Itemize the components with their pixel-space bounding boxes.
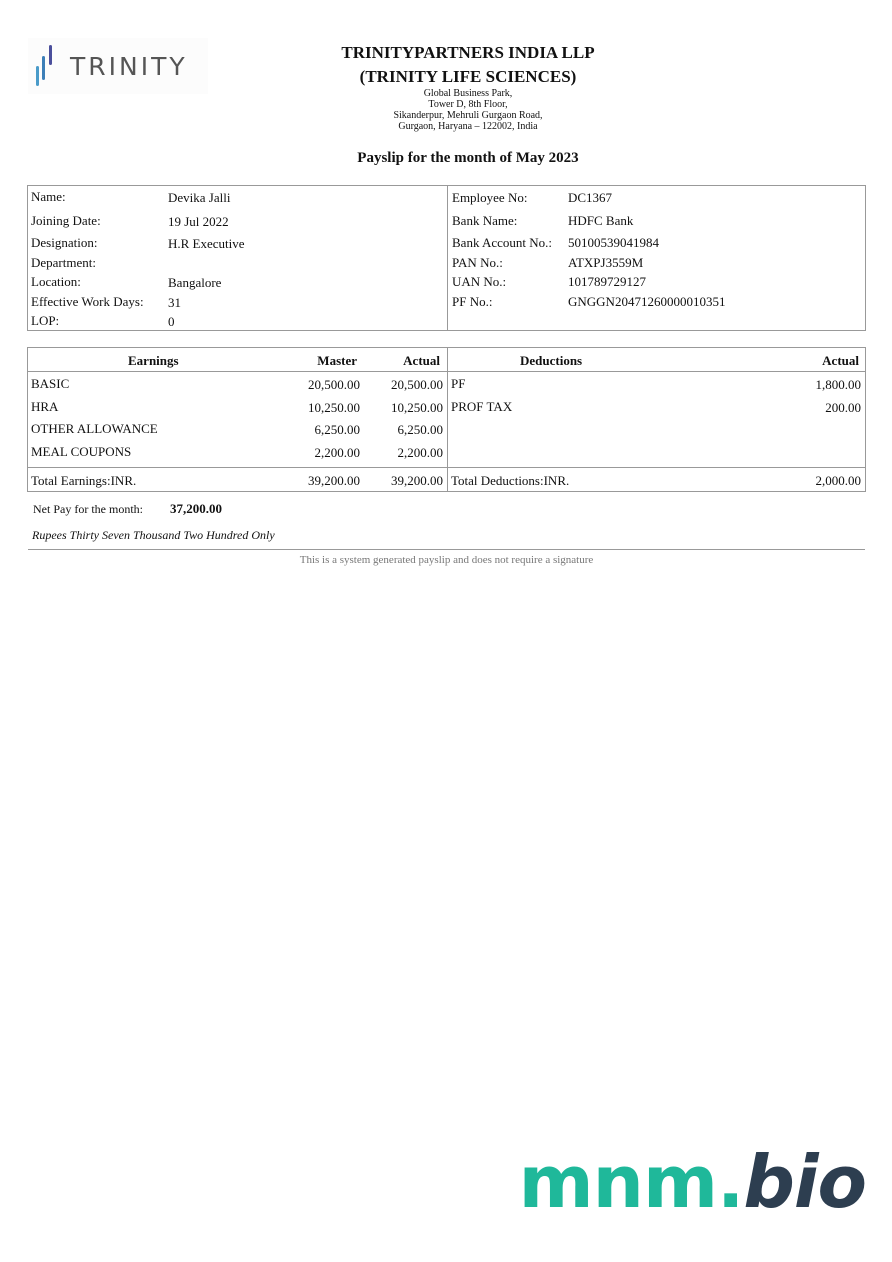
earnings-header: Earnings <box>128 353 179 368</box>
address-line: Tower D, 8th Floor, <box>428 99 508 110</box>
employee-field-label: Designation: <box>31 235 98 250</box>
company-logo <box>28 38 208 94</box>
employee-field-label: LOP: <box>31 313 60 328</box>
total-earnings-label: Total Earnings:INR. <box>31 473 137 488</box>
employee-field-value: DC1367 <box>568 190 613 205</box>
deduction-name: PROF TAX <box>451 399 513 414</box>
earning-master: 6,250.00 <box>314 422 360 437</box>
employee-field-value: H.R Executive <box>168 236 245 251</box>
address-line: Gurgaon, Haryana – 122002, India <box>398 121 538 132</box>
employee-field-label: Location: <box>31 274 81 289</box>
payslip-title: Payslip for the month of May 2023 <box>357 150 579 166</box>
deductions-actual-header: Actual <box>822 353 859 368</box>
deduction-name: PF <box>451 376 466 391</box>
employee-field-value: Bangalore <box>168 275 222 290</box>
employee-field-value: 31 <box>168 295 181 310</box>
address-line: Global Business Park, <box>423 88 513 99</box>
earning-name: BASIC <box>31 376 70 391</box>
deduction-actual: 1,800.00 <box>815 377 861 392</box>
watermark-logo <box>519 1140 866 1224</box>
net-pay-value: 37,200.00 <box>170 501 222 516</box>
employee-field-value: 0 <box>168 314 175 329</box>
net-pay-label: Net Pay for the month: <box>33 502 143 516</box>
actual-header: Actual <box>403 353 440 368</box>
footer-note: This is a system generated payslip and does not require a signature <box>299 554 594 566</box>
earning-master: 10,250.00 <box>308 400 360 415</box>
total-deductions-actual: 2,000.00 <box>815 473 861 488</box>
employee-field-label: Joining Date: <box>31 213 101 228</box>
earning-actual: 10,250.00 <box>391 400 443 415</box>
deduction-actual: 200.00 <box>825 400 861 415</box>
earning-master: 20,500.00 <box>308 377 360 392</box>
earning-master: 2,200.00 <box>314 445 360 460</box>
employee-field-label: PF No.: <box>452 294 493 309</box>
earning-name: HRA <box>31 399 59 414</box>
watermark-part2: bio <box>743 1140 866 1224</box>
employee-field-value: HDFC Bank <box>568 213 634 228</box>
company-subname: (TRINITY LIFE SCIENCES) <box>359 67 577 86</box>
employee-field-label: Employee No: <box>452 190 528 205</box>
company-address <box>230 88 706 132</box>
employee-field-label: Department: <box>31 255 96 270</box>
total-earnings-master: 39,200.00 <box>308 473 360 488</box>
employee-field-value: 101789729127 <box>568 274 646 289</box>
employee-field-label: Effective Work Days: <box>31 294 144 309</box>
total-earnings-actual: 39,200.00 <box>391 473 443 488</box>
employee-field-label: Bank Account No.: <box>452 235 553 250</box>
employee-field-value: 50100539041984 <box>568 235 659 250</box>
company-name: TRINITYPARTNERS INDIA LLP <box>341 43 595 62</box>
earning-actual: 6,250.00 <box>397 422 443 437</box>
total-deductions-label: Total Deductions:INR. <box>451 473 570 488</box>
deductions-header: Deductions <box>520 353 583 368</box>
master-header: Master <box>317 353 357 368</box>
employee-field-label: PAN No.: <box>452 255 503 270</box>
employee-field-label: UAN No.: <box>452 274 507 289</box>
earning-actual: 2,200.00 <box>397 445 443 460</box>
earning-actual: 20,500.00 <box>391 377 443 392</box>
employee-field-label: Name: <box>31 189 66 204</box>
employee-field-value: ATXPJ3559M <box>568 255 644 270</box>
net-pay-words: Rupees Thirty Seven Thousand Two Hundred Only <box>32 528 275 542</box>
address-line: Sikanderpur, Mehruli Gurgaon Road, <box>393 110 543 121</box>
employee-field-value: GNGGN20471260000010351 <box>568 294 726 309</box>
earning-name: MEAL COUPONS <box>31 444 132 459</box>
earning-name: OTHER ALLOWANCE <box>31 421 158 436</box>
watermark-part1: mnm. <box>518 1140 744 1224</box>
employee-field-value: 19 Jul 2022 <box>168 214 229 229</box>
logo-text: TRINITY <box>70 52 188 81</box>
employee-field-label: Bank Name: <box>452 213 518 228</box>
employee-field-value: Devika Jalli <box>168 190 231 205</box>
